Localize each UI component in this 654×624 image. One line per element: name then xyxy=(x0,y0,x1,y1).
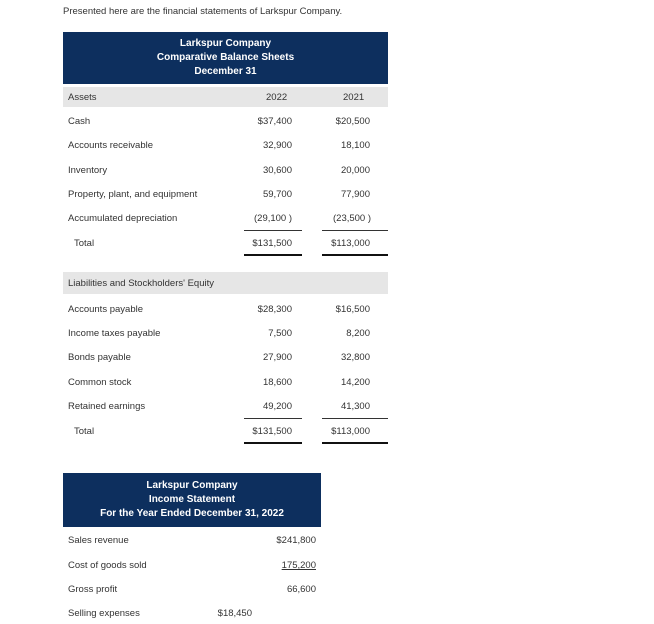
asset-2022: 32,900 xyxy=(262,140,292,151)
liability-2022: 18,600 xyxy=(262,377,292,388)
subtotal-rule xyxy=(244,230,302,231)
asset-2021: 18,100 xyxy=(340,140,370,151)
is-title: Income Statement xyxy=(148,494,236,505)
is-row-label: Gross profit xyxy=(68,584,118,595)
is-row-amount: $18,450 xyxy=(217,608,252,619)
is-row-label: Sales revenue xyxy=(68,535,129,546)
bs-title: Comparative Balance Sheets xyxy=(156,52,295,63)
asset-label: Accounts receivable xyxy=(68,140,154,151)
liability-2022: 7,500 xyxy=(268,328,292,339)
year-2021: 2021 xyxy=(343,92,365,103)
is-company: Larkspur Company xyxy=(146,480,238,491)
assets-total-label: Total xyxy=(74,238,95,249)
assets-header-row xyxy=(63,87,388,107)
assets-total-2022: $131,500 xyxy=(252,238,292,249)
is-row-label: Selling expenses xyxy=(68,608,140,619)
liab-total-2022: $131,500 xyxy=(252,426,292,437)
asset-2022: $37,400 xyxy=(257,116,292,127)
asset-label: Inventory xyxy=(68,165,108,176)
total-double-rule xyxy=(244,442,302,444)
liability-2021: 32,800 xyxy=(340,352,370,363)
intro-text: Presented here are the financial statements of Larkspur Company. xyxy=(63,6,343,17)
is-row-label: Cost of goods sold xyxy=(68,560,147,571)
income-statement-header xyxy=(63,473,321,527)
asset-label: Property, plant, and equipment xyxy=(68,189,198,200)
is-row-total: $241,800 xyxy=(276,535,316,546)
liability-2021: 8,200 xyxy=(346,328,370,339)
liability-2021: $16,500 xyxy=(335,304,370,315)
balance-sheet-header xyxy=(63,32,388,84)
asset-2021: 77,900 xyxy=(340,189,370,200)
liability-2022: 49,200 xyxy=(262,401,292,412)
year-2022: 2022 xyxy=(266,92,288,103)
bs-company: Larkspur Company xyxy=(179,38,272,49)
liab-total-2021: $113,000 xyxy=(331,426,370,437)
liability-label: Retained earnings xyxy=(68,401,146,412)
asset-label: Accumulated depreciation xyxy=(68,213,178,224)
liability-label: Bonds payable xyxy=(68,352,131,363)
subtotal-rule xyxy=(322,230,388,231)
asset-2022: (29,100 ) xyxy=(254,213,293,224)
asset-2021: (23,500 ) xyxy=(333,213,372,224)
asset-2022: 30,600 xyxy=(262,165,292,176)
total-double-rule xyxy=(322,442,388,444)
asset-2021: 20,000 xyxy=(340,165,370,176)
is-row-total: 175,200 xyxy=(281,560,316,571)
liability-2021: 14,200 xyxy=(340,377,370,388)
asset-2021: $20,500 xyxy=(335,116,370,127)
liability-label: Income taxes payable xyxy=(68,328,161,339)
is-row-total: 66,600 xyxy=(286,584,316,595)
subtotal-rule xyxy=(322,418,388,419)
liabilities-label: Liabilities and Stockholders' Equity xyxy=(68,278,214,289)
liability-2021: 41,300 xyxy=(340,401,370,412)
liabilities-header-row xyxy=(63,272,388,294)
liability-label: Common stock xyxy=(68,377,132,388)
assets-label: Assets xyxy=(68,92,97,103)
total-double-rule xyxy=(322,254,388,256)
asset-2022: 59,700 xyxy=(262,189,292,200)
liability-label: Accounts payable xyxy=(68,304,143,315)
liab-total-label: Total xyxy=(74,426,95,437)
asset-label: Cash xyxy=(68,116,91,127)
assets-total-2021: $113,000 xyxy=(331,238,370,249)
is-period: For the Year Ended December 31, 2022 xyxy=(100,508,284,519)
bs-date: December 31 xyxy=(194,66,257,77)
total-double-rule xyxy=(244,254,302,256)
liability-2022: 27,900 xyxy=(262,352,292,363)
liability-2022: $28,300 xyxy=(257,304,292,315)
subtotal-rule xyxy=(244,418,302,419)
